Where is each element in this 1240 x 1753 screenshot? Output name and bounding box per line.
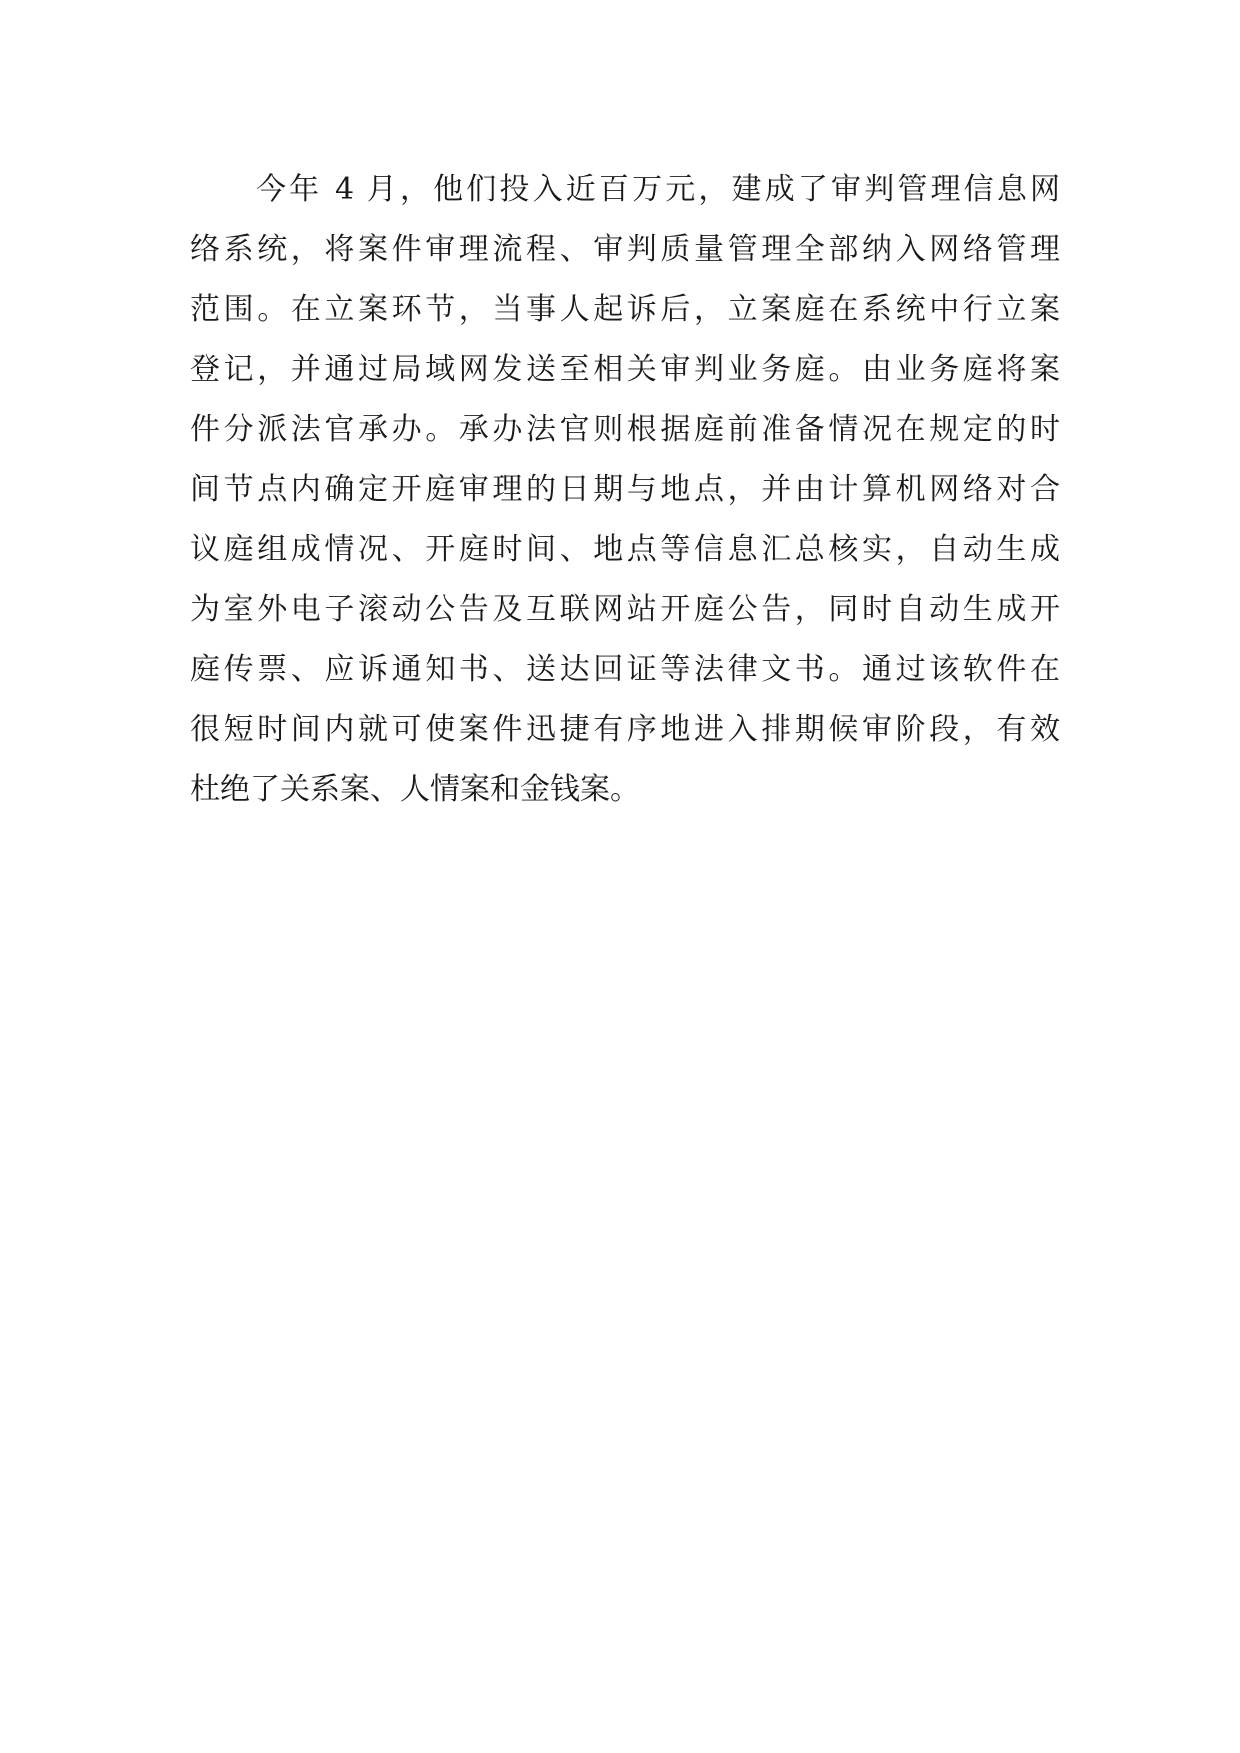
paragraph-line-6: 间节点内确定开庭审理的日期与地点，并由计算机网络对合: [190, 472, 1060, 507]
paragraph-line-1: 今年 4 月，他们投入近百万元，建成了审判管理信息网: [256, 172, 1060, 207]
paragraph-line-3: 范围。在立案环节，当事人起诉后，立案庭在系统中行立案: [190, 292, 1060, 327]
paragraph-line-7: 议庭组成情况、开庭时间、地点等信息汇总核实，自动生成: [190, 532, 1060, 567]
paragraph-line-9: 庭传票、应诉通知书、送达回证等法律文书。通过该软件在: [190, 652, 1060, 687]
paragraph-line-10: 很短时间内就可使案件迅捷有序地进入排期候审阶段，有效: [190, 712, 1060, 747]
paragraph-line-2: 络系统，将案件审理流程、审判质量管理全部纳入网络管理: [190, 232, 1060, 267]
paragraph-line-4: 登记，并通过局域网发送至相关审判业务庭。由业务庭将案: [190, 352, 1060, 387]
body-paragraph: [190, 160, 1060, 820]
paragraph-line-8: 为室外电子滚动公告及互联网站开庭公告，同时自动生成开: [190, 592, 1060, 627]
paragraph-line-11: 杜绝了关系案、人情案和金钱案。: [190, 772, 640, 807]
paragraph-line-5: 件分派法官承办。承办法官则根据庭前准备情况在规定的时: [190, 412, 1060, 447]
